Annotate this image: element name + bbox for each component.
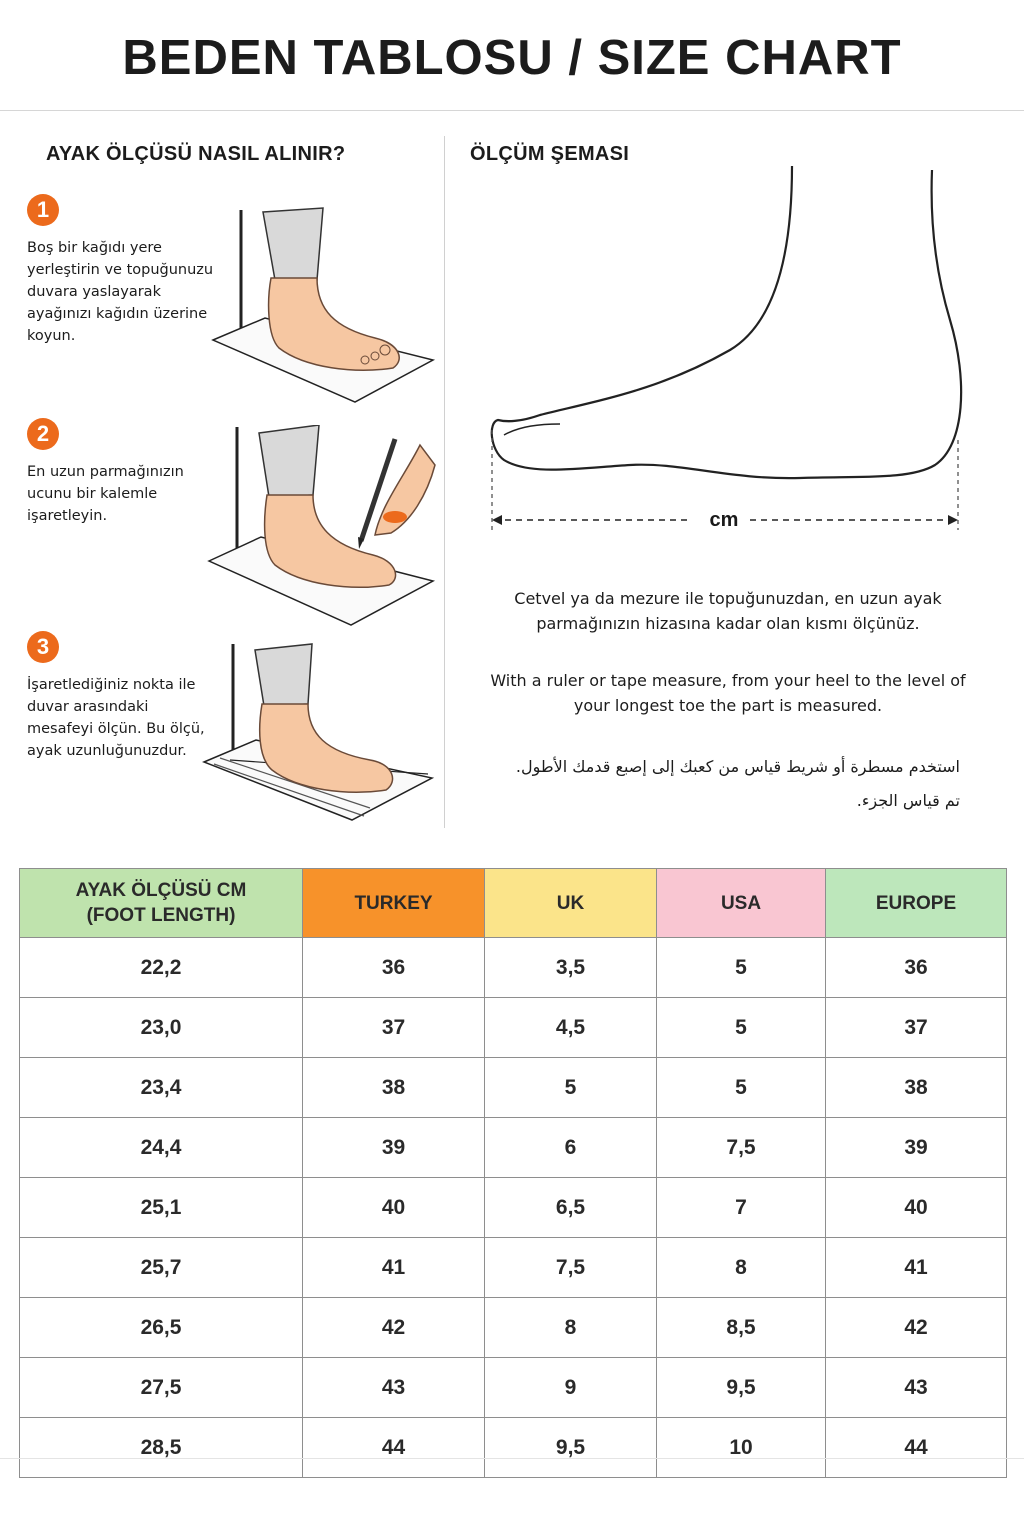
cell-uk: 3,5 <box>485 938 657 998</box>
cell-europe: 42 <box>826 1298 1007 1358</box>
cell-europe: 43 <box>826 1358 1007 1418</box>
cell-usa: 8 <box>657 1238 826 1298</box>
step-2-illustration <box>205 425 440 630</box>
cell-usa: 5 <box>657 938 826 998</box>
cell-uk: 7,5 <box>485 1238 657 1298</box>
column-divider <box>444 136 445 828</box>
cell-europe: 40 <box>826 1178 1007 1238</box>
cell-uk: 6 <box>485 1118 657 1178</box>
table-header-row <box>20 869 1007 938</box>
foot-outline-diagram <box>480 160 980 540</box>
cell-usa: 5 <box>657 998 826 1058</box>
instruction-english: With a ruler or tape measure, from your heel to the level of your longest toe the part is measured. <box>490 671 966 715</box>
table-row <box>20 1298 1007 1358</box>
cell-foot-length: 25,1 <box>20 1178 303 1238</box>
cell-turkey: 38 <box>303 1058 485 1118</box>
cell-turkey: 43 <box>303 1358 485 1418</box>
cell-turkey: 40 <box>303 1178 485 1238</box>
how-to-heading: AYAK ÖLÇÜSÜ NASIL ALINIR? <box>46 143 346 165</box>
instruction-arabic: استخدم مسطرة أو شريط قياس من كعبك إلى إصبع قدمك الأطول. تم قياس الجزء. <box>515 757 960 810</box>
cell-uk: 5 <box>485 1058 657 1118</box>
header-turkey: TURKEY <box>303 869 485 938</box>
cell-turkey: 36 <box>303 938 485 998</box>
footer-divider <box>0 1458 1024 1459</box>
cell-foot-length: 23,0 <box>20 998 303 1058</box>
cell-usa: 7,5 <box>657 1118 826 1178</box>
cell-europe: 44 <box>826 1418 1007 1478</box>
cell-uk: 6,5 <box>485 1178 657 1238</box>
step-2-badge: 2 <box>27 418 59 450</box>
header-usa: USA <box>657 869 826 938</box>
table-row <box>20 1358 1007 1418</box>
cell-uk: 9,5 <box>485 1418 657 1478</box>
cell-usa: 10 <box>657 1418 826 1478</box>
cell-uk: 4,5 <box>485 998 657 1058</box>
cell-usa: 8,5 <box>657 1298 826 1358</box>
cell-uk: 9 <box>485 1358 657 1418</box>
step-3-badge: 3 <box>27 631 59 663</box>
table-row <box>20 1058 1007 1118</box>
header-europe: EUROPE <box>826 869 1007 938</box>
step-1-badge: 1 <box>27 194 59 226</box>
cell-usa: 9,5 <box>657 1358 826 1418</box>
header-foot-length: AYAK ÖLÇÜSÜ CM (FOOT LENGTH) <box>20 869 303 938</box>
cell-europe: 39 <box>826 1118 1007 1178</box>
header-divider <box>0 110 1024 111</box>
cell-foot-length: 28,5 <box>20 1418 303 1478</box>
cell-turkey: 37 <box>303 998 485 1058</box>
table-row <box>20 1118 1007 1178</box>
step-1-illustration <box>205 200 440 410</box>
measure-label: cm <box>709 509 739 531</box>
step-3-text: İşaretlediğiniz nokta ile duvar arasındaki mesafeyi ölçün. Bu ölçü, ayak uzunluğunuzdur. <box>27 677 205 759</box>
header-uk: UK <box>485 869 657 938</box>
cell-turkey: 39 <box>303 1118 485 1178</box>
cell-foot-length: 27,5 <box>20 1358 303 1418</box>
cell-europe: 38 <box>826 1058 1007 1118</box>
cell-uk: 8 <box>485 1298 657 1358</box>
cell-turkey: 41 <box>303 1238 485 1298</box>
step-3-illustration <box>200 640 440 830</box>
cell-usa: 5 <box>657 1058 826 1118</box>
page-title: BEDEN TABLOSU / SIZE CHART <box>122 31 902 85</box>
cell-foot-length: 25,7 <box>20 1238 303 1298</box>
size-table <box>19 868 1007 1478</box>
cell-turkey: 44 <box>303 1418 485 1478</box>
table-row <box>20 938 1007 998</box>
cell-europe: 41 <box>826 1238 1007 1298</box>
diagram-heading: ÖLÇÜM ŞEMASI <box>470 143 630 165</box>
cell-usa: 7 <box>657 1178 826 1238</box>
table-row <box>20 998 1007 1058</box>
instruction-turkish: Cetvel ya da mezure ile topuğunuzdan, en uzun ayak parmağınızın hizasına kadar olan kısmı ölçünüz. <box>514 589 942 633</box>
table-row <box>20 1178 1007 1238</box>
cell-europe: 37 <box>826 998 1007 1058</box>
table-row <box>20 1418 1007 1478</box>
cell-foot-length: 22,2 <box>20 938 303 998</box>
step-2-text: En uzun parmağınızın ucunu bir kalemle işaretleyin. <box>27 464 184 524</box>
cell-foot-length: 23,4 <box>20 1058 303 1118</box>
cell-foot-length: 26,5 <box>20 1298 303 1358</box>
step-1-text: Boş bir kağıdı yere yerleştirin ve topuğunuzu duvara yaslayarak ayağınızı kağıdın üzerine koyun. <box>27 240 214 344</box>
cell-turkey: 42 <box>303 1298 485 1358</box>
cell-foot-length: 24,4 <box>20 1118 303 1178</box>
table-row <box>20 1238 1007 1298</box>
cell-europe: 36 <box>826 938 1007 998</box>
